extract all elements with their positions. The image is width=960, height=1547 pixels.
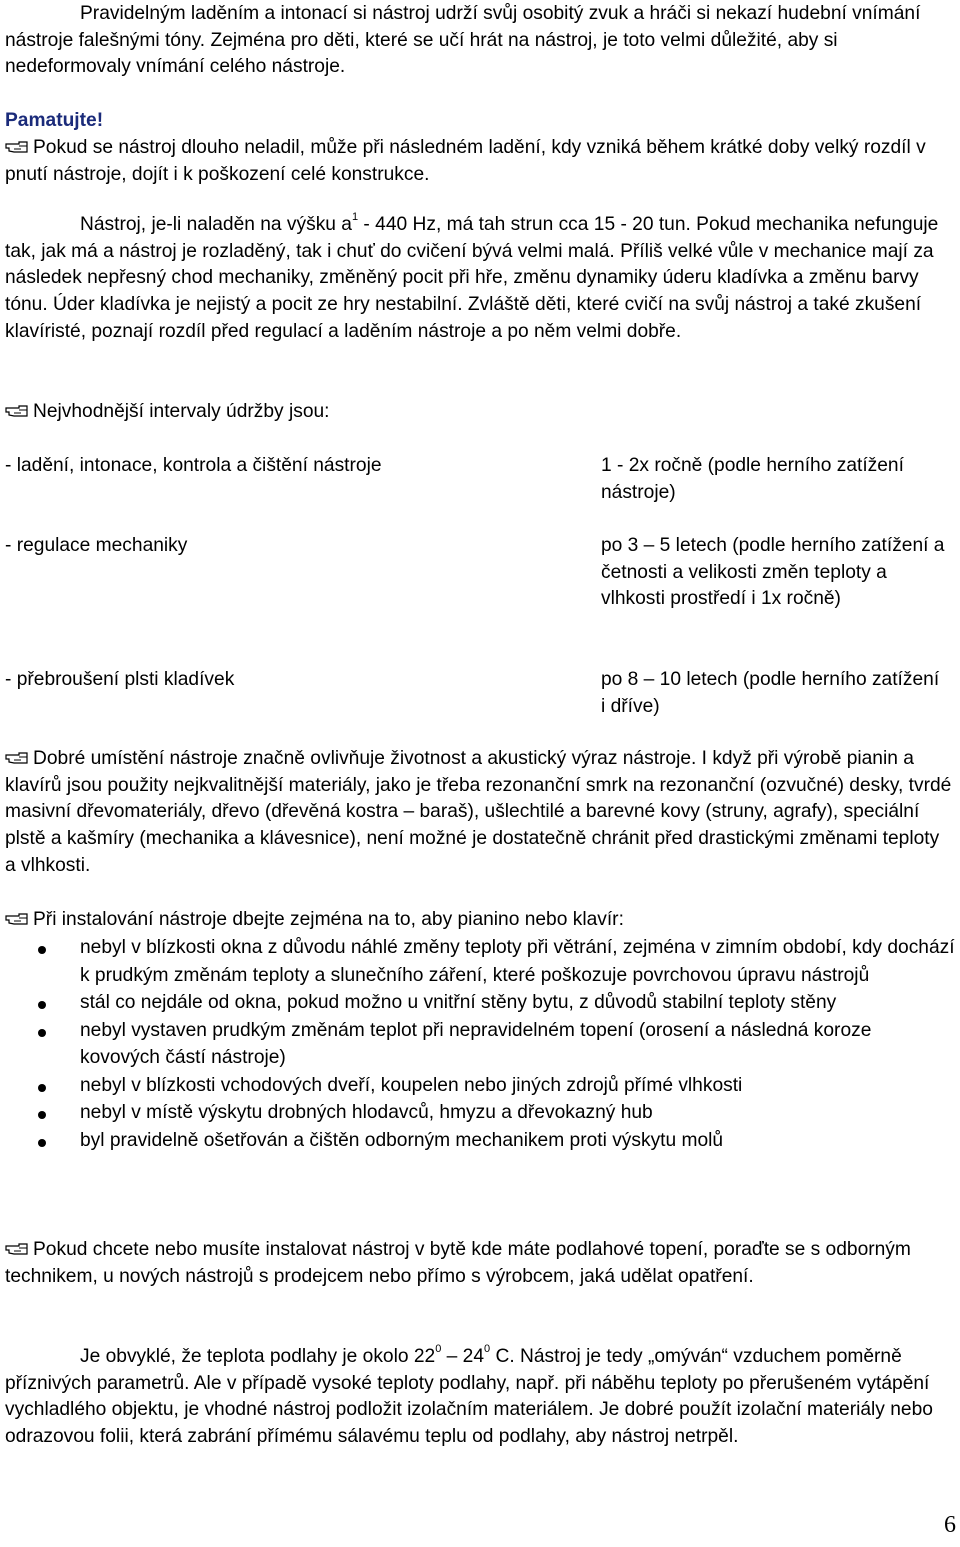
list-item: stál co nejdále od okna, pokud možno u vnitřní stěny bytu, z důvodů stabilní teploty stěny [5, 989, 955, 1017]
list-item: nebyl vystaven prudkým změnám teplot při nepravidelném topení (orosení a následná koroze kovových částí nástroje) [5, 1017, 955, 1072]
bullet-icon [38, 1139, 46, 1147]
document-page: Pravidelným laděním a intonací si nástroj udrží svůj osobitý zvuk a hráči si nekazí hudební vnímání nástroje falešnými tóny. Zejména pro děti, které se učí hrát na nástroj, je toto velmi důležité, aby si nedeformovaly vnímání celého nástroje. Pamatujte! Pokud se nástroj dlouho neladil, může při následném ladění, kdy vzniká během krátké doby velký rozdíl v pnutí nástroje, dojít i k poškození celé konstrukce. Nástroj, je-li naladěn na výšku $a^1 - 440$ Hz, má tah strun cca 15 - 20 tun. Pokud mechanika nefunguje tak, jak má a nástroj je rozladěný, tak i chuť do cvičení bývá velmi malá. Příliš velké vůle v mechanice mají za následek nepřesný chod mechaniky, změněný pocit při hře, změnu dynamiky úderu kladívka a změnu barvy tónu. Úder kladívka je nejistý a pocit ze hry nestabilní. Zvláště děti, které cvičí na svůj nástroj a také zkušení klavíristé, poznají rozdíl před regulací a laděním nástroje a po něm velmi dobře. Nejvhodnější intervaly údržby jsou: - ladění, intonace, kontrola a čištění nástroje 1 - 2x ročně (podle herního zatížení nástroje) - regulace mechaniky po 3 – 5 letech (podle herního zatížení a četnosti a velikosti změn teploty a vlhkosti prostředí i 1x ročně) - přebroušení plsti kladívek po 8 – 10 letech (podle herního zatížení i dříve) Dobré umístění nástroje značně ovlivňuje životnost a akustický výraz nástroje. I když při výrobě pianin a klavírů jsou použity nejkvalitnější materiály, jako je třeba rezonanční smrk na rezonanční (ozvučné) desky, tvrdé masivní dřevomateriály, dřevo (dřevěná kostra – baraš), ušlechtilé a barevné kovy (struny, agrafy), speciální plstě a kašmíry (mechanika a klávesnice), není možné je dostatečně chránit před drastickými změnami teploty a vlhkosti. Při instalování nástroje dbejte zejména na to, aby pianino nebo klavír: nebyl v blízkosti okna z důvodu náhlé změny teploty při větrání, zejména v zimním období, kdy dochází k prudkým změnám teploty a slunečního záření, které poškozuje povrchovou úpravu nástrojů stál co nejdále od okna, pokud možno u vnitřní stěny bytu, z důvodů stabilní teploty stěny nebyl vystaven prudkým změnám teplot při nepravidelném topení (orosení a následná koroze kovových částí nástroje) nebyl v blízkosti vchodových dveří, koupelen nebo jiných zdrojů přímé vlhkosti nebyl v místě výskytu drobných hlodavců, hmyzu a dřevokazný hub byl pravidelně ošetřován a čištěn odborným mechanikem proti výskytu molů Pokud chcete nebo musíte instalovat nástroj v bytě kde máte podlahové topení, poraďte se s odborným technikem, u nových nástrojů s prodejcem nebo přímo s výrobcem, jaká udělat opatření. Je obvyklé, že teplota podlahy je okolo $22^0 - 24^0$ C. Nástroj je tedy „omýván“ vzduchem poměrně příznivých parametrů. Ale v případě vysoké teploty podlahy, např. při náběhu teploty po přerušeném vytápění vychladlého objektu, je vhodné nástroj podložit izolačním materiálem. Je dobré použít izolační materiály nebo odrazovou folii, která zabrání přímému sálavému teplu od podlahy, aby nástroj netrpěl. 6 [5, 3, 956, 1538]
pointing-hand-icon [5, 1242, 29, 1256]
pointing-hand-icon [5, 751, 29, 765]
bullet-icon [38, 1111, 46, 1119]
pointing-hand-icon [5, 912, 29, 926]
paragraph-tension: Nástroj, je-li naladěn na výšku $a^1 - 440$ Hz, má tah strun cca 15 - 20 tun. Pokud mechanika nefunguje tak, jak má a nástroj je rozladěný, tak i chuť do cvičení bývá velmi malá. Příliš velké vůle v mechanice mají za následek nepřesný chod mechaniky, změněný pocit při hře, změnu dynamiky úderu kladívka a změnu barvy tónu. Úder kladívka je nejistý a pocit ze hry nestabilní. Zvláště děti, které cvičí na svůj nástroj a také zkušení klavíristé, poznají rozdíl před regulací a laděním nástroje a po něm velmi dobře. [5, 211, 939, 342]
intervals-heading: Nejvhodnější intervaly údržby jsou: [5, 399, 955, 426]
paragraph-intro: Pravidelným laděním a intonací si nástroj udrží svůj osobitý zvuk a hráči si nekazí hudební vnímání nástroje falešnými tóny. Zejména pro děti, které se učí hrát na nástroj, je toto velmi důležité, aby si nedeformovaly vnímání celého nástroje. [5, 3, 921, 78]
pointing-hand-icon [5, 404, 29, 418]
install-heading: Při instalování nástroje dbejte zejména na to, aby pianino nebo klavír: [5, 907, 955, 934]
list-item: nebyl v místě výskytu drobných hlodavců, hmyzu a dřevokazný hub [5, 1099, 955, 1127]
remember-heading: Pamatujte! [5, 110, 104, 131]
list-item: nebyl v blízkosti vchodových dveří, koupelen nebo jiných zdrojů přímé vlhkosti [5, 1072, 955, 1100]
list-item: nebyl v blízkosti okna z důvodu náhlé změny teploty při větrání, zejména v zimním období, kdy dochází k prudkým změnám teploty a slunečního záření, které poškozuje povrchovou úpravu nástrojů [5, 934, 955, 989]
bullet-icon [38, 1029, 46, 1037]
bullet-icon [38, 1001, 46, 1009]
list-item: byl pravidelně ošetřován a čištěn odborným mechanikem proti výskytu molů [5, 1127, 955, 1155]
install-bullet-list [5, 934, 955, 1154]
bullet-icon [38, 946, 46, 954]
paragraph-placement: Dobré umístění nástroje značně ovlivňuje životnost a akustický výraz nástroje. I když při výrobě pianin a klavírů jsou použity nejkvalitnější materiály, jako je třeba rezonanční smrk na rezonanční (ozvučné) desky, tvrdé masivní dřevomateriály, dřevo (dřevěná kostra – baraš), ušlechtilé a barevné kovy (struny, agrafy), speciální plstě a kašmíry (mechanika a klávesnice), není možné je dostatečně chránit před drastickými změnami teploty a vlhkosti. [5, 748, 952, 876]
page-number: 6 [944, 1512, 956, 1538]
paragraph-remember: Pokud se nástroj dlouho neladil, může při následném ladění, kdy vzniká během krátké doby velký rozdíl v pnutí nástroje, dojít i k poškození celé konstrukce. [5, 137, 926, 185]
pointing-hand-icon [5, 140, 29, 154]
paragraph-floor-heating: Pokud chcete nebo musíte instalovat nástroj v bytě kde máte podlahové topení, poraďte se s odborným technikem, u nových nástrojů s prodejcem nebo přímo s výrobcem, jaká udělat opatření. [5, 1239, 911, 1287]
paragraph-floor-temperature: Je obvyklé, že teplota podlahy je okolo $22^0 - 24^0$ C. Nástroj je tedy „omýván“ vzduchem poměrně příznivých parametrů. Ale v případě vysoké teploty podlahy, např. při náběhu teploty po přerušeném vytápění vychladlého objektu, je vhodné nástroj podložit izolačním materiálem. Je dobré použít izolační materiály nebo odrazovou folii, která zabrání přímému sálavému teplu od podlahy, aby nástroj netrpěl. [5, 1343, 933, 1448]
bullet-icon [38, 1084, 46, 1092]
